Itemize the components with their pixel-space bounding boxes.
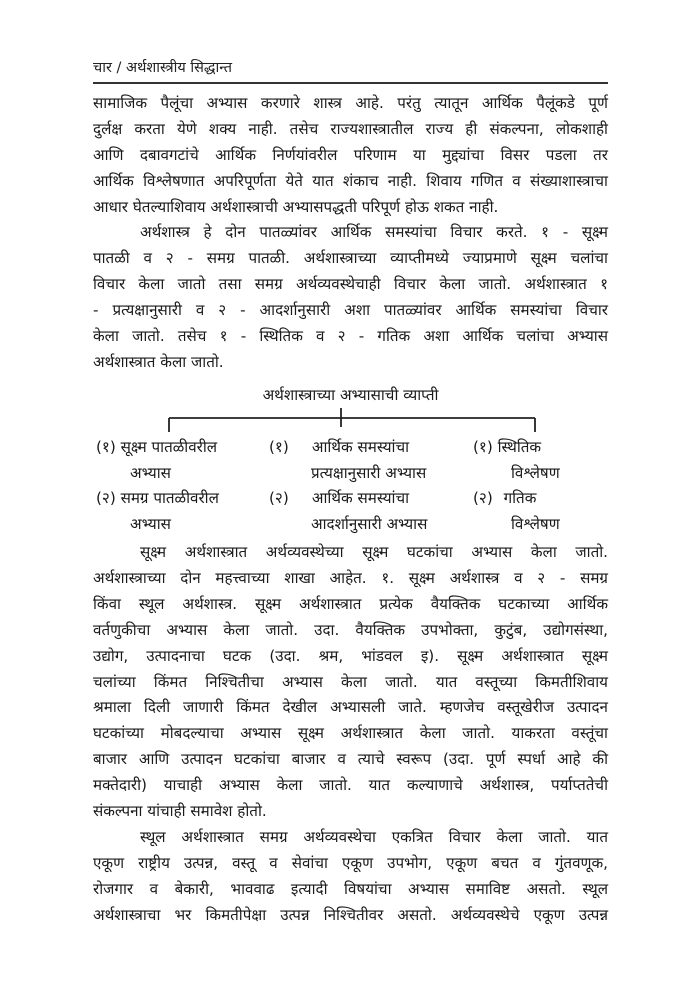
diagram-bracket-lines: [93, 383, 608, 443]
text-line: सूक्ष्म अर्थशास्त्रात अर्थव्यवस्थेच्या सूक्ष्म घटकांचा अभ्यास केला जातो.: [140, 543, 608, 561]
item-label: सूक्ष्म पातळीवरील: [120, 438, 218, 456]
text-line: आणि दबावगटांचे आर्थिक निर्णयांवरील परिणाम या मुद्द्यांचा विसर पडला तर: [93, 145, 608, 164]
text-line: किंवा स्थूल अर्थशास्त्र. सूक्ष्म अर्थशास्त्रात प्रत्येक वैयक्तिक घटकाच्या आर्थिक: [93, 594, 608, 613]
item-number: (२): [96, 489, 116, 507]
text-line: सामाजिक पैलूंचा अभ्यास करणारे शास्त्र आहे. परंतु त्यातून आर्थिक पैलूंकडे पूर्ण: [93, 94, 608, 112]
scope-diagram: [93, 383, 608, 543]
header-rule: [93, 82, 608, 84]
item-number: (२): [269, 489, 289, 507]
text-line: संकल्पना यांचाही समावेश होतो.: [93, 802, 267, 821]
item-label: समग्र पातळीवरील: [120, 489, 219, 507]
diagram-column-approach: [269, 435, 427, 537]
item-label: स्थितिक: [497, 438, 542, 456]
item-number: (१): [269, 438, 289, 456]
item-number: (२): [473, 489, 493, 507]
paragraph-4: [93, 825, 608, 929]
text-line: - प्रत्यक्षानुसारी व २ - आदर्शानुसारी अशा पातळ्यांवर आर्थिक समस्यांचा विचार: [93, 300, 608, 319]
paragraph-2: [93, 220, 608, 375]
text-line: मक्तेदारी) याचाही अभ्यास केला जातो. यात कल्याणाचे अर्थशास्त्र, पर्याप्ततेची: [93, 776, 608, 795]
diagram-column-level: [96, 435, 219, 537]
text-line: स्थूल अर्थशास्त्रात समग्र अर्थव्यवस्थेचा एकत्रित विचार केला जातो. यात: [140, 828, 608, 846]
item-label-continued: अभ्यास: [130, 514, 171, 533]
text-line: अर्थशास्त्र हे दोन पातळ्यांवर आर्थिक समस्यांचा विचार करते. १ - सूक्ष्म: [140, 223, 608, 241]
text-line: वर्तणुकीचा अभ्यास केला जातो. उदा. वैयक्तिक उपभोक्ता, कुटुंब, उद्योगसंस्था,: [93, 620, 608, 639]
text-line: अर्थशास्त्रात केला जातो.: [93, 352, 224, 371]
text-line: दुर्लक्ष करता येणे शक्य नाही. तसेच राज्यशास्त्रातील राज्य ही संकल्पना, लोकशाही: [93, 119, 608, 138]
text-line: चलांच्या किंमत निश्चितीचा अभ्यास केला जातो. यात वस्तूच्या किमतीशिवाय: [93, 672, 608, 691]
text-line: अर्थशास्त्राच्या दोन महत्त्वाच्या शाखा आहेत. १. सूक्ष्म अर्थशास्त्र व २ - समग्र: [93, 568, 608, 587]
item-label-continued: विश्लेषण: [511, 463, 560, 482]
text-line: आधार घेतल्याशिवाय अर्थशास्त्राची अभ्यासपद्धती परिपूर्ण होऊ शकत नाही.: [93, 197, 499, 216]
text-line: श्रमाला दिली जाणारी किंमत देखील अभ्यासली जाते. म्हणजेच वस्तूखेरीज उत्पादन: [93, 698, 608, 717]
text-line: आर्थिक विश्लेषणात अपरिपूर्णता येते यात शंकाच नाही. शिवाय गणित व संख्याशास्त्राचा: [93, 171, 608, 190]
text-line: बाजार आणि उत्पादन घटकांचा बाजार व त्याचे स्वरूप (उदा. पूर्ण स्पर्धा आहे की: [93, 750, 608, 769]
item-label: आर्थिक समस्यांचा: [311, 438, 410, 456]
text-line: अर्थशास्त्राचा भर किमतीपेक्षा उत्पन्न निश्चितीवर असतो. अर्थव्यवस्थेचे एकूण उत्पन्न: [93, 905, 608, 924]
item-label-continued: अभ्यास: [130, 463, 171, 482]
paragraph-1: [93, 91, 608, 221]
text-line: विचार केला जातो तसा समग्र अर्थव्यवस्थेचाही विचार केला जातो. अर्थशास्त्रात १: [93, 274, 608, 293]
text-line: घटकांच्या मोबदल्याचा अभ्यास सूक्ष्म अर्थशास्त्रात केला जातो. याकरता वस्तूंचा: [93, 724, 608, 743]
text-line: पातळी व २ - समग्र पातळी. अर्थशास्त्राच्या व्याप्तीमध्ये ज्याप्रमाणे सूक्ष्म चलांचा: [93, 248, 608, 267]
item-label: गतिक: [503, 489, 537, 507]
item-label: आर्थिक समस्यांचा: [311, 489, 410, 507]
text-line: रोजगार व बेकारी, भाववाढ इत्यादी विषयांचा अभ्यास समाविष्ट असतो. स्थूल: [93, 879, 608, 898]
paragraph-3: [93, 540, 608, 825]
item-number: (१): [473, 438, 493, 456]
item-label-continued: विश्लेषण: [511, 514, 560, 533]
item-label-continued: आदर्शानुसारी अभ्यास: [311, 514, 428, 533]
text-line: एकूण राष्ट्रीय उत्पन्न, वस्तू व सेवांचा एकूण उपभोग, एकूण बचत व गुंतवणूक,: [93, 853, 608, 872]
running-header-title: चार / अर्थशास्त्रीय सिद्धान्त: [93, 60, 233, 76]
diagram-column-analysis: [473, 435, 560, 537]
text-line: उद्योग, उत्पादनाचा घटक (उदा. श्रम, भांडवल इ). सूक्ष्म अर्थशास्त्रात सूक्ष्म: [93, 646, 608, 665]
item-number: (१): [96, 438, 116, 456]
text-line: केला जातो. तसेच १ - स्थितिक व २ - गतिक अशा आर्थिक चलांचा अभ्यास: [93, 326, 608, 345]
diagram-title: अर्थशास्त्राच्या अभ्यासाची व्याप्ती: [262, 386, 439, 404]
item-label-continued: प्रत्यक्षानुसारी अभ्यास: [311, 463, 427, 482]
